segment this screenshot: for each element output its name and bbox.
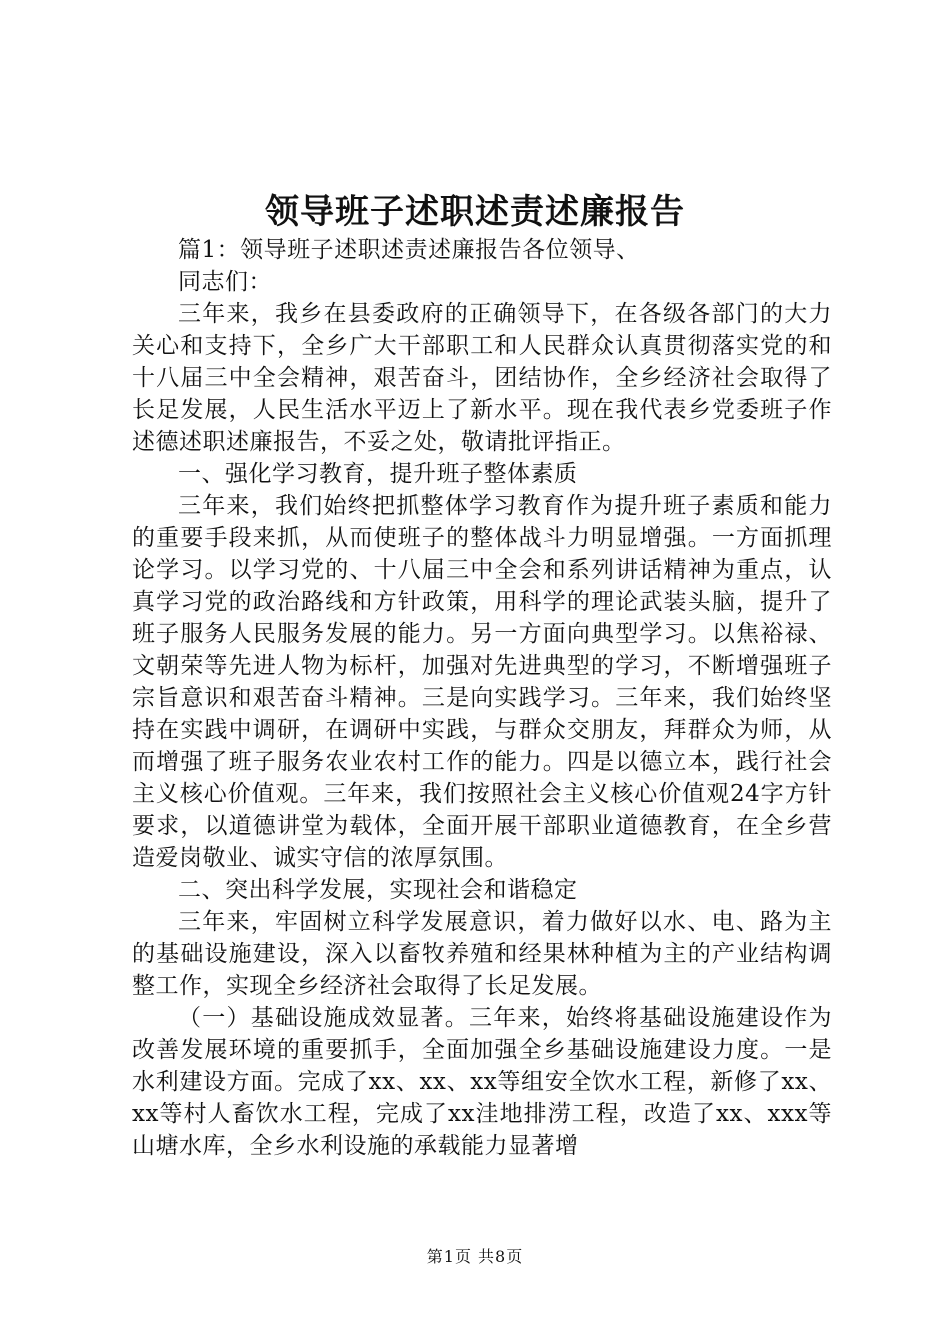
paragraph-study: 三年来，我们始终把抓整体学习教育作为提升班子素质和能力的重要手段来抓，从而使班子的整体战斗力明显增强。一方面抓理论学习。以学习党的、十八届三中全会和系列讲话精神为重点，认真学习党的政治路线和方针政策，用科学的理论武装头脑，提升了班子服务人民服务发展的能力。另一方面向典型学习。以焦裕禄、文朝荣等先进人物为标杆，加强对先进典型的学习，不断增强班子宗旨意识和艰苦奋斗精神。三是向实践学习。三年来，我们始终坚持在实践中调研，在调研中实践，与群众交朋友，拜群众为师，从而增强了班子服务农业农村工作的能力。四是以德立本，践行社会主义核心价值观。三年来，我们按照社会主义核心价值观24字方针要求，以道德讲堂为载体，全面开展干部职业道德教育，在全乡营造爱岗敬业、诚实守信的浓厚氛围。 [132, 493, 832, 871]
document-body [132, 234, 832, 1162]
paragraph-salutation: 同志们： [178, 269, 272, 295]
document-title: 领导班子述职述责述廉报告 [265, 192, 685, 232]
paragraph-heading-line: 篇1：领导班子述职述责述廉报告各位领导、 [178, 237, 640, 263]
page-number-footer: 第1页 共8页 [426, 1247, 524, 1266]
paragraph-infrastructure: （一）基础设施成效显著。三年来，始终将基础设施建设作为改善发展环境的重要抓手，全面加强全乡基础设施建设力度。一是水利建设方面。完成了xx、xx、xx等组安全饮水工程，新修了xx、xx等村人畜饮水工程，完成了xx洼地排涝工程，改造了xx、xxx等山塘水库，全乡水利设施的承载能力显著增 [132, 1005, 832, 1159]
section-heading-2: 二、突出科学发展，实现社会和谐稳定 [178, 877, 578, 903]
section-heading-1: 一、强化学习教育，提升班子整体素质 [178, 461, 578, 487]
paragraph-intro: 三年来，我乡在县委政府的正确领导下，在各级各部门的大力关心和支持下，全乡广大干部职工和人民群众认真贯彻落实党的和十八届三中全会精神，艰苦奋斗，团结协作，全乡经济社会取得了长足发展，人民生活水平迈上了新水平。现在我代表乡党委班子作述德述职述廉报告，不妥之处，敬请批评指正。 [132, 301, 832, 455]
paragraph-development: 三年来，牢固树立科学发展意识，着力做好以水、电、路为主的基础设施建设，深入以畜牧养殖和经果林种植为主的产业结构调整工作，实现全乡经济社会取得了长足发展。 [132, 909, 832, 999]
